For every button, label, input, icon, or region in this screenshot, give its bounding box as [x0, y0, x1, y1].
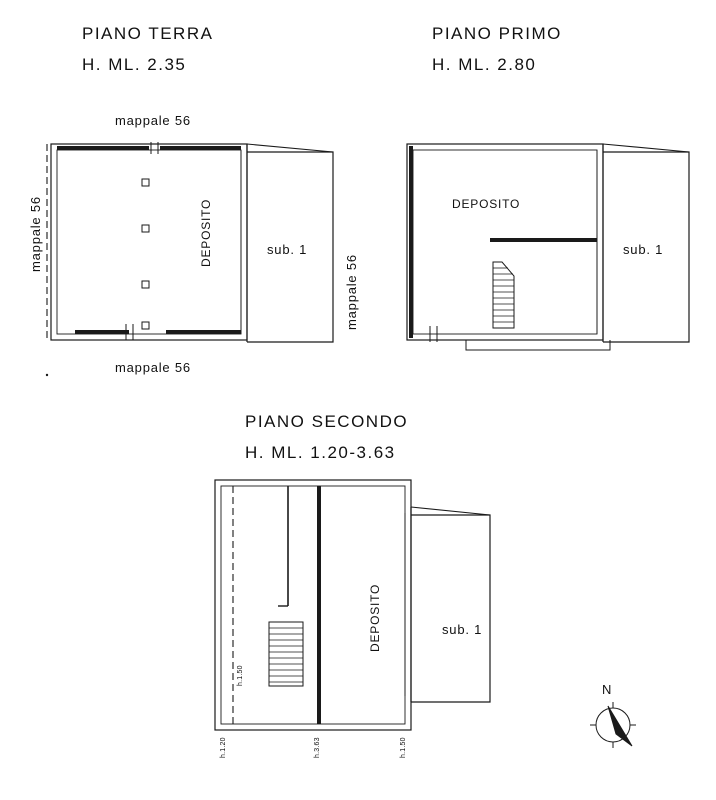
plan-title-piano-secondo: PIANO SECONDO: [245, 412, 409, 431]
sub-label-secondo: sub. 1: [442, 622, 483, 637]
room-label-deposito-terra: DEPOSITO: [199, 198, 213, 267]
room-label-deposito-primo: DEPOSITO: [452, 197, 521, 211]
height-mark-3: h.1.50: [400, 737, 407, 758]
plan-subtitle-piano-primo: H. ML. 2.80: [432, 55, 537, 74]
height-mark-2: h.3.63: [314, 737, 321, 758]
plan-title-piano-terra: PIANO TERRA: [82, 24, 214, 43]
plan-subtitle-piano-terra: H. ML. 2.35: [82, 55, 187, 74]
plan-title-piano-primo: PIANO PRIMO: [432, 24, 562, 43]
compass-rose: [580, 680, 690, 790]
sub-label-primo: sub. 1: [623, 242, 664, 257]
plan-drawing-piano-primo: [356, 0, 716, 390]
plan-piano-terra: [0, 0, 360, 390]
plan-piano-primo: [344, 0, 716, 390]
sub-label-terra: sub. 1: [267, 242, 308, 257]
plan-drawing-piano-terra: [0, 0, 360, 390]
edge-label-left-mappale-56: mappale 56: [28, 196, 43, 272]
plan-subtitle-piano-secondo: H. ML. 1.20-3.63: [245, 443, 396, 462]
height-mark-inner: h.1.50: [237, 665, 244, 686]
height-mark-1: h.1.20: [220, 737, 227, 758]
edge-label-top-mappale-56: mappale 56: [115, 113, 191, 128]
compass-icon: [580, 680, 690, 790]
room-label-deposito-secondo: DEPOSITO: [368, 583, 382, 652]
compass-north-label: N: [602, 682, 612, 697]
edge-label-right-mappale-56: mappale 56: [344, 254, 359, 330]
edge-label-bottom-mappale-56: mappale 56: [115, 360, 191, 375]
plan-piano-secondo: [170, 400, 570, 770]
